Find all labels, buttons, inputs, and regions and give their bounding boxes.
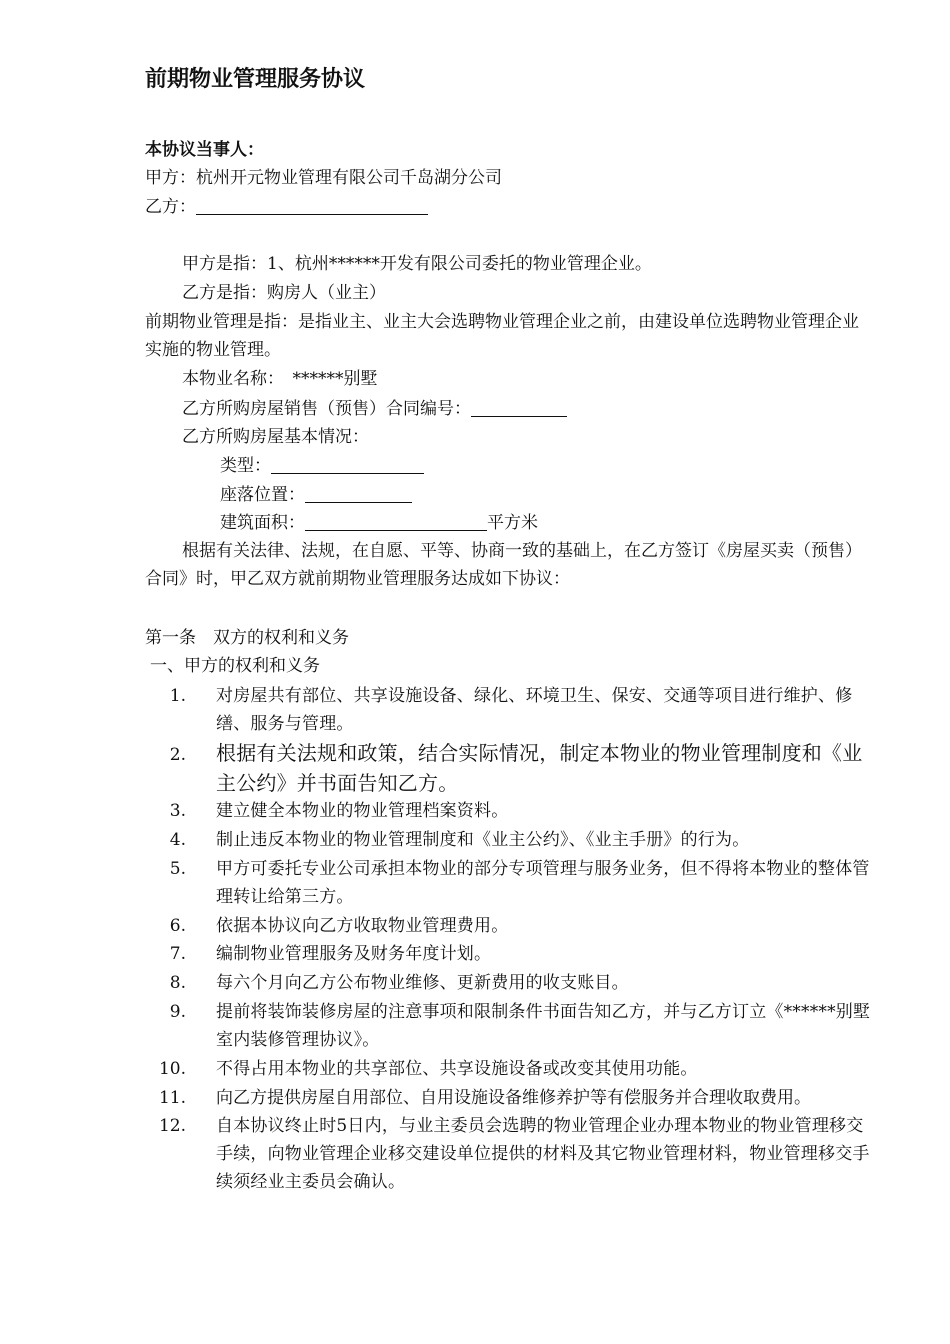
- list-item-number: 10.: [158, 1059, 186, 1079]
- type-label: 类型：: [220, 456, 271, 476]
- list-item-number: 3.: [169, 801, 186, 821]
- definition-b: 乙方是指：购房人（业主）: [182, 283, 386, 303]
- definition-early-management: 前期物业管理是指：是指业主、业主大会选聘物业管理企业之前，由建设单位选聘物业管理企业实施的物业管理。: [145, 312, 859, 360]
- document-title: 前期物业管理服务协议: [145, 66, 366, 92]
- article-1-heading: 第一条 双方的权利和义务: [145, 628, 349, 648]
- list-item-number: 8.: [169, 973, 186, 993]
- list-item: 提前将装饰装修房屋的注意事项和限制条件书面告知乙方，并与乙方订立《******别墅室内装修管理协议》。: [216, 1002, 871, 1050]
- list-item-number: 5.: [169, 859, 186, 879]
- contract-number-label: 乙方所购房屋销售（预售）合同编号：: [182, 399, 471, 419]
- definition-a: 甲方是指：1、杭州******开发有限公司委托的物业管理企业。: [182, 254, 652, 274]
- area-unit: 平方米: [487, 513, 538, 533]
- list-item: 编制物业管理服务及财务年度计划。: [216, 944, 492, 964]
- list-item: 自本协议终止时5日内，与业主委员会选聘的物业管理企业办理本物业的物业管理移交手续，向物业管理企业移交建设单位提供的材料及其它物业管理材料，物业管理移交手续须经业主委员会确认。: [216, 1116, 870, 1192]
- type-blank: [271, 455, 424, 474]
- parties-heading: 本协议当事人：: [145, 140, 264, 160]
- area-label: 建筑面积：: [220, 513, 305, 533]
- property-name: 本物业名称： ******别墅: [182, 369, 378, 389]
- location-label: 座落位置：: [220, 485, 305, 505]
- type-line: [220, 455, 424, 477]
- party-b: [145, 196, 428, 218]
- location-line: [220, 484, 412, 506]
- list-item: 甲方可委托专业公司承担本物业的部分专项管理与服务业务，但不得将本物业的整体管理转让给第三方。: [216, 859, 870, 907]
- list-item-number: 2.: [169, 745, 186, 765]
- list-item: 不得占用本物业的共享部位、共享设施设备或改变其使用功能。: [216, 1059, 698, 1079]
- contract-number: [182, 398, 567, 420]
- list-item-number: 6.: [169, 916, 186, 936]
- basic-info-heading: 乙方所购房屋基本情况：: [182, 427, 369, 447]
- list-item-number: 12.: [158, 1116, 186, 1136]
- area-line: [220, 512, 538, 534]
- list-item: 每六个月向乙方公布物业维修、更新费用的收支账目。: [216, 973, 629, 993]
- area-blank: [305, 512, 487, 531]
- party-a: 甲方：杭州开元物业管理有限公司千岛湖分公司: [145, 168, 502, 188]
- party-b-label: 乙方：: [145, 197, 196, 217]
- list-item: 依据本协议向乙方收取物业管理费用。: [216, 916, 509, 936]
- location-blank: [305, 484, 412, 503]
- list-item-number: 1.: [169, 686, 186, 706]
- party-a-rights-heading: 一、甲方的权利和义务: [150, 656, 320, 676]
- list-item-number: 7.: [169, 944, 186, 964]
- list-item: 制止违反本物业的物业管理制度和《业主公约》、《业主手册》的行为。: [216, 830, 750, 850]
- party-b-blank: [196, 196, 428, 215]
- list-item: 根据有关法规和政策，结合实际情况，制定本物业的物业管理制度和《业主公约》并书面告知乙方。: [216, 741, 863, 795]
- list-item-number: 4.: [169, 830, 186, 850]
- list-item: 建立健全本物业的物业管理档案资料。: [216, 801, 509, 821]
- list-item-number: 9.: [169, 1002, 186, 1022]
- list-item: 向乙方提供房屋自用部位、自用设施设备维修养护等有偿服务并合理收取费用。: [216, 1088, 811, 1108]
- list-item-number: 11.: [158, 1088, 186, 1108]
- list-item: 对房屋共有部位、共享设施设备、绿化、环境卫生、保安、交通等项目进行维护、修缮、服务与管理。: [216, 686, 853, 734]
- basis-paragraph: 根据有关法律、法规，在自愿、平等、协商一致的基础上，在乙方签订《房屋买卖（预售）合同》时，甲乙双方就前期物业管理服务达成如下协议：: [145, 541, 862, 589]
- contract-number-blank: [471, 398, 567, 417]
